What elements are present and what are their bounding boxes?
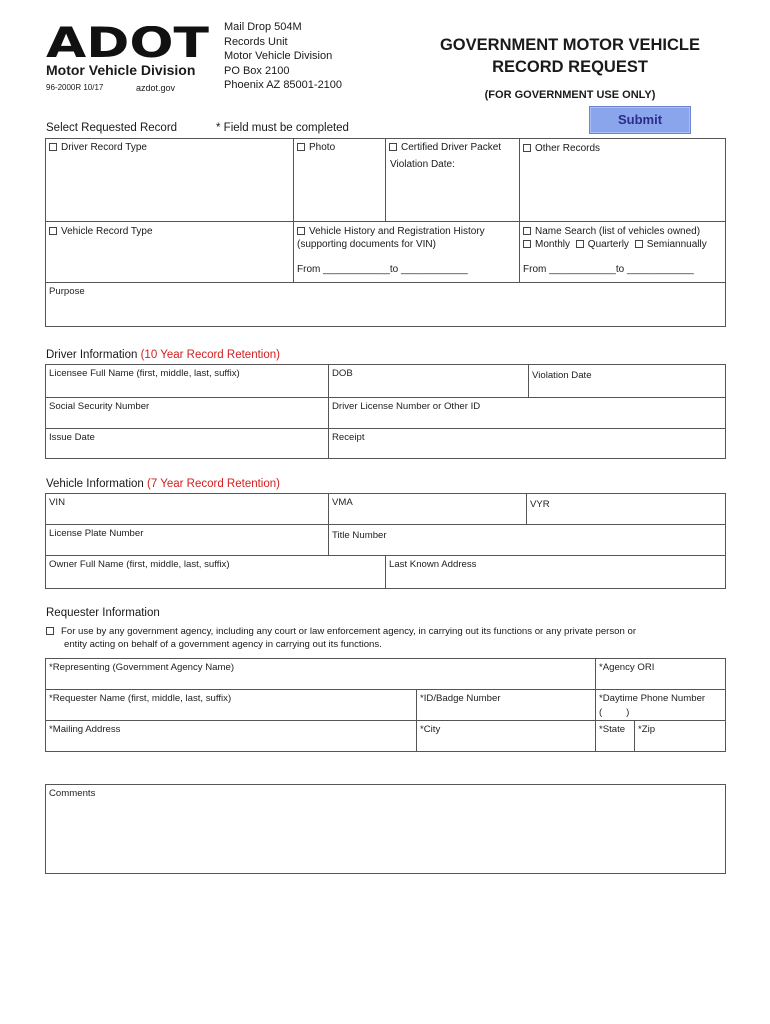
agency-ori-label: *Agency ORI: [599, 662, 655, 673]
state-label: *State: [599, 724, 626, 735]
phone-format: ( ): [599, 707, 630, 718]
zip-field[interactable]: [634, 720, 726, 752]
adot-logo-mark: [46, 26, 211, 60]
phone-label: *Daytime Phone Number: [599, 693, 706, 704]
vma-field[interactable]: [328, 493, 527, 525]
quarterly-label: Quarterly: [587, 239, 629, 250]
vehicle-info-heading: [46, 478, 280, 491]
consent-option[interactable]: [46, 625, 736, 651]
monthly-checkbox[interactable]: [523, 240, 531, 248]
other-records-option[interactable]: [523, 142, 600, 155]
title-number-field[interactable]: [328, 524, 726, 556]
checkbox[interactable]: [389, 143, 397, 151]
issue-date-label: Issue Date: [49, 432, 95, 443]
state-field[interactable]: [595, 720, 635, 752]
badge-field[interactable]: [416, 689, 596, 721]
form-title-line1: GOVERNMENT MOTOR VEHICLE: [439, 36, 701, 54]
vehicle-retention: (7 Year Record Retention): [147, 478, 280, 490]
vyr-label: VYR: [530, 499, 550, 510]
name-search-label: Name Search (list of vehicles owned): [535, 226, 701, 237]
dob-label: DOB: [332, 368, 353, 379]
representing-field[interactable]: [45, 658, 596, 690]
vehicle-history-label: Vehicle History and Registration History: [309, 226, 485, 237]
consent-checkbox[interactable]: [46, 627, 54, 635]
license-number-field[interactable]: [328, 397, 726, 429]
vehicle-history-option[interactable]: [297, 225, 485, 238]
form-title: [400, 34, 740, 78]
phone-field[interactable]: [595, 689, 726, 721]
requester-info-heading: Requester Information: [46, 607, 160, 619]
certified-packet-label: Certified Driver Packet: [401, 142, 502, 153]
form-number: 96-2000R 10/17: [46, 83, 104, 92]
division-name: Motor Vehicle Division: [46, 62, 196, 78]
requester-name-field[interactable]: [45, 689, 417, 721]
divider: [385, 138, 386, 221]
checkbox[interactable]: [49, 227, 57, 235]
purpose-label: Purpose: [49, 286, 85, 297]
records-heading: Select Requested Record: [46, 122, 178, 134]
vma-label: VMA: [332, 497, 353, 508]
divider: [293, 138, 294, 283]
purpose-field[interactable]: [45, 282, 726, 327]
consent-text-line2: entity acting on behalf of a government agency in carrying out its functions.: [64, 639, 382, 650]
divider: [519, 138, 520, 283]
vehicle-history-date-range[interactable]: From ____________to ____________: [297, 264, 468, 275]
photo-label: Photo: [309, 142, 336, 153]
driver-retention: (10 Year Record Retention): [140, 349, 280, 361]
required-note: * Field must be completed: [216, 122, 349, 134]
other-records-label: Other Records: [535, 143, 601, 154]
dob-field[interactable]: [328, 364, 529, 398]
monthly-label: Monthly: [535, 239, 571, 250]
name-search-date-range[interactable]: From ____________to ____________: [523, 264, 694, 275]
photo-option[interactable]: [297, 141, 335, 154]
city-field[interactable]: [416, 720, 596, 752]
quarterly-checkbox[interactable]: [576, 240, 584, 248]
website: azdot.gov: [136, 83, 176, 93]
checkbox[interactable]: [297, 143, 305, 151]
title-number-label: Title Number: [332, 530, 387, 541]
certified-packet-option[interactable]: [389, 141, 501, 154]
licensee-name-field[interactable]: [45, 364, 329, 398]
vehicle-record-type-label: Vehicle Record Type: [61, 226, 153, 237]
address-line: PO Box 2100: [224, 64, 290, 77]
license-number-label: Driver License Number or Other ID: [332, 401, 481, 412]
requester-name-label: *Requester Name (first, middle, last, suffix): [49, 693, 232, 704]
address-line: Phoenix AZ 85001-2100: [224, 79, 343, 91]
licensee-name-label: Licensee Full Name (first, middle, last, suffix): [49, 368, 240, 379]
last-address-field[interactable]: [385, 555, 726, 589]
ssn-label: Social Security Number: [49, 401, 150, 412]
receipt-label: Receipt: [332, 432, 365, 443]
form-title-line2: RECORD REQUEST: [492, 58, 648, 76]
driver-violation-date-field[interactable]: [528, 364, 726, 398]
driver-info-heading: [46, 349, 280, 362]
vehicle-history-note: (supporting documents for VIN): [297, 239, 436, 250]
owner-name-label: Owner Full Name (first, middle, last, suffix): [49, 559, 230, 570]
mailing-address-label: *Mailing Address: [49, 724, 121, 735]
checkbox[interactable]: [523, 227, 531, 235]
ssn-field[interactable]: [45, 397, 329, 429]
badge-label: *ID/Badge Number: [420, 693, 501, 704]
last-address-label: Last Known Address: [389, 559, 477, 570]
checkbox[interactable]: [523, 144, 531, 152]
zip-label: *Zip: [638, 724, 656, 735]
mailing-address-field[interactable]: [45, 720, 417, 752]
submit-button[interactable]: Submit: [589, 106, 691, 134]
violation-date-label: Violation Date:: [390, 159, 455, 170]
address-line: Motor Vehicle Division: [224, 50, 333, 62]
frequency-options: [523, 238, 707, 251]
representing-label: *Representing (Government Agency Name): [49, 662, 235, 673]
vehicle-record-type-option[interactable]: [49, 225, 153, 238]
adot-logo-text: ADOT: [46, 26, 210, 60]
driver-violation-date-label: Violation Date: [532, 370, 592, 381]
driver-record-type-option[interactable]: [49, 141, 147, 154]
driver-record-type-label: Driver Record Type: [61, 142, 147, 153]
driver-info-title: Driver Information: [46, 349, 138, 361]
consent-text-line1: For use by any government agency, including any court or law enforcement agency, in carrying out its functions or any private person or: [61, 626, 637, 637]
comments-field[interactable]: [45, 784, 726, 874]
mailing-address-block: [224, 20, 342, 93]
checkbox[interactable]: [49, 143, 57, 151]
vin-label: VIN: [49, 497, 65, 508]
name-search-option[interactable]: [523, 225, 700, 238]
vin-field[interactable]: [45, 493, 329, 525]
comments-label: Comments: [49, 788, 96, 799]
agency-ori-field[interactable]: [595, 658, 726, 690]
receipt-field[interactable]: [328, 428, 726, 459]
vehicle-info-title: Vehicle Information: [46, 478, 144, 490]
semiannually-label: Semiannually: [646, 239, 707, 250]
divider: [45, 221, 726, 222]
plate-field[interactable]: [45, 524, 329, 556]
checkbox[interactable]: [297, 227, 305, 235]
owner-name-field[interactable]: [45, 555, 386, 589]
address-line: Records Unit: [224, 35, 288, 48]
plate-label: License Plate Number: [49, 528, 144, 539]
semiannually-checkbox[interactable]: [635, 240, 643, 248]
issue-date-field[interactable]: [45, 428, 329, 459]
address-line: Mail Drop 504M: [224, 21, 302, 33]
city-label: *City: [420, 724, 441, 735]
vyr-field[interactable]: [526, 493, 726, 525]
form-subtitle: (FOR GOVERNMENT USE ONLY): [484, 89, 656, 101]
